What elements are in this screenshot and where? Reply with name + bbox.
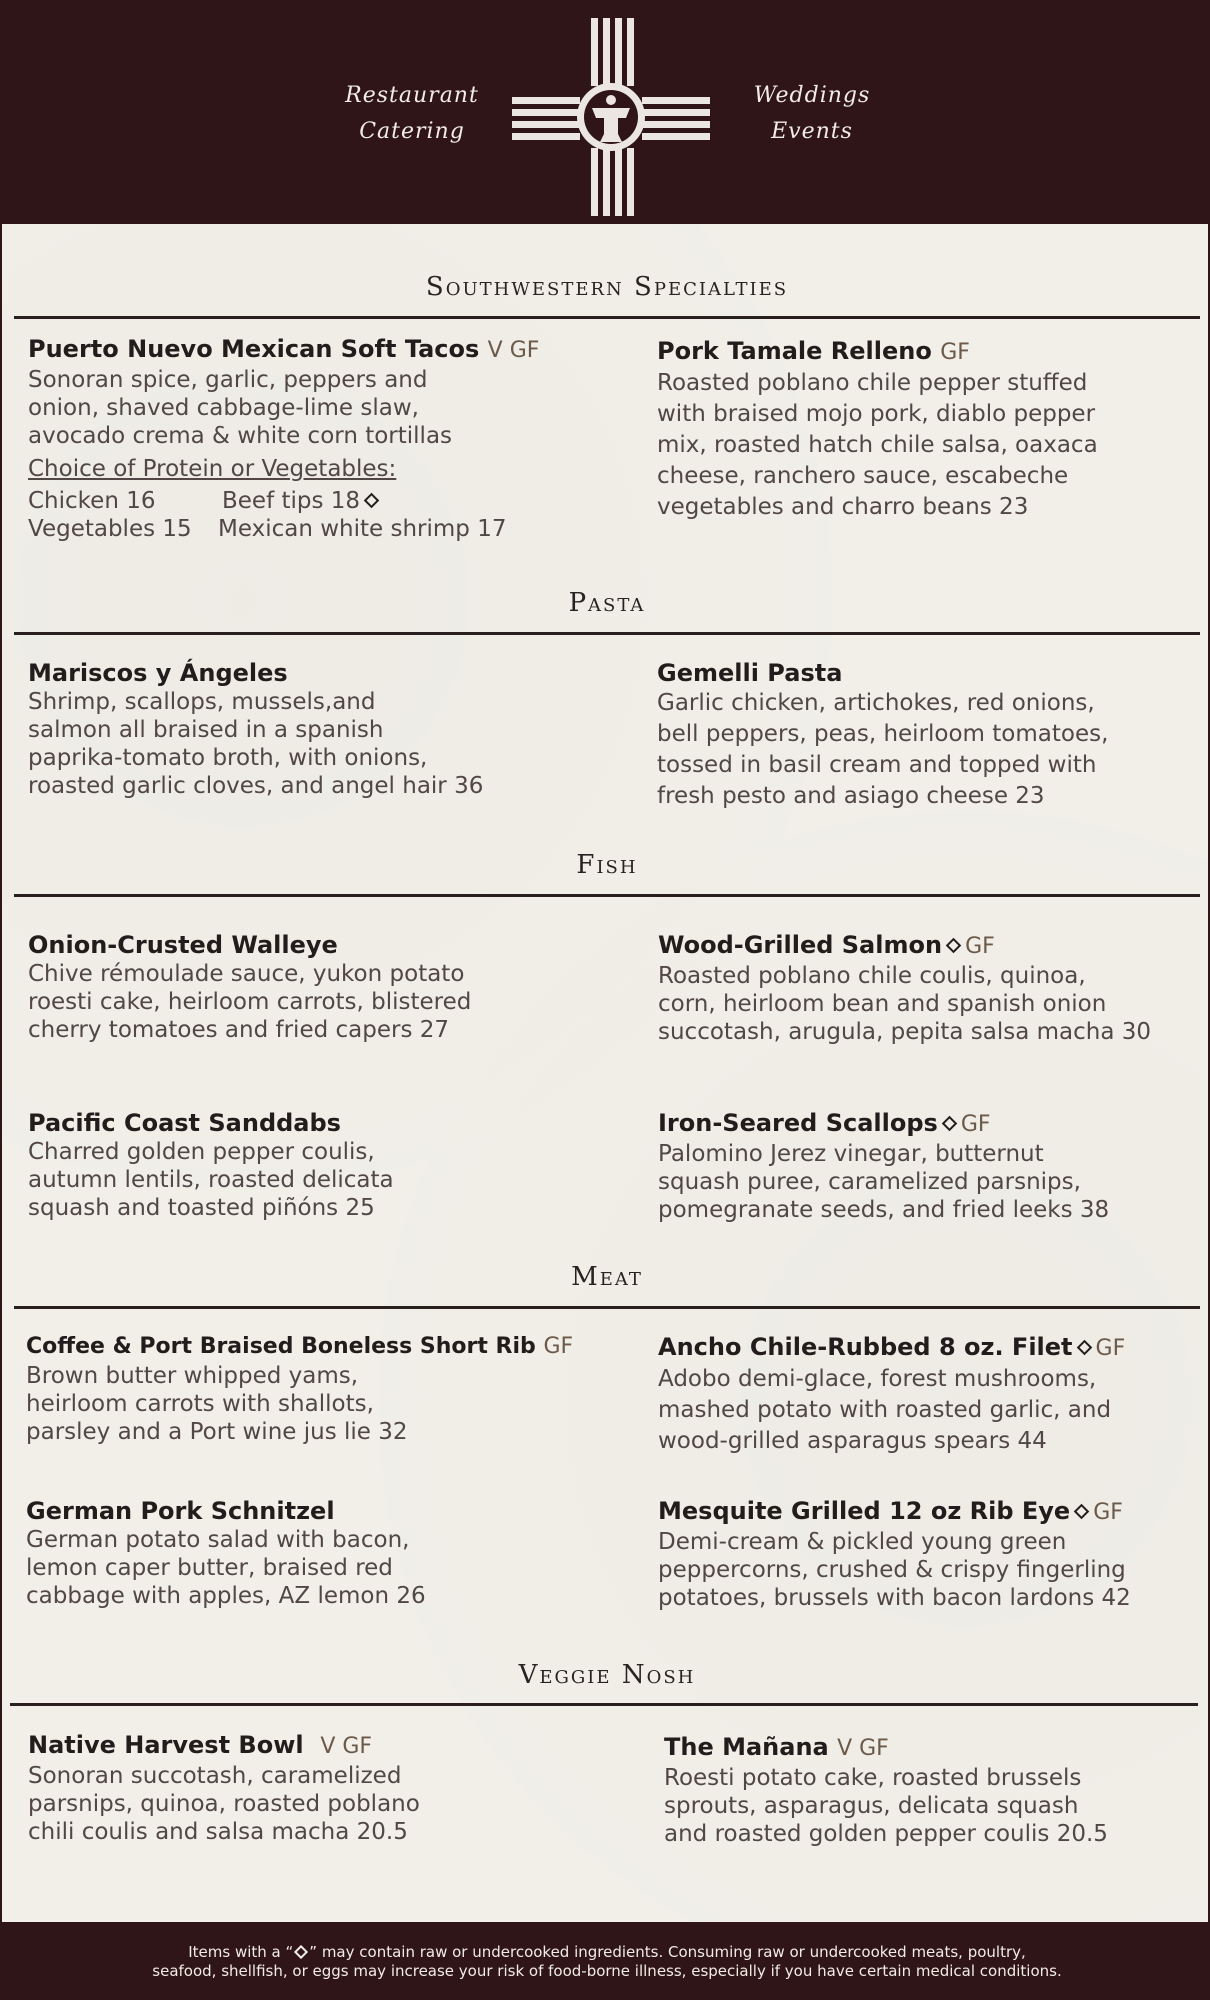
zia-sun-thunderbird-icon [512,18,710,216]
item-name: Mesquite Grilled 12 oz Rib Eye [658,1497,1071,1525]
divider [14,316,1200,319]
dietary-tag: GF [940,340,970,365]
item-name: Gemelli Pasta [657,659,843,687]
item-description: Sonoran succotash, caramelized parsnips, quinoa, roasted poblano chili coulis and salsa macha 20.5 [28,1763,420,1845]
menu-item-manana [664,1732,1184,1848]
disclaimer-line-1: Items with a “ ” may contain raw or undercooked ingredients. Consuming raw or undercooked meats, poultry, [188,1943,1026,1961]
menu-item-filet [658,1332,1178,1457]
restaurant-label: Restaurant [345,83,479,108]
item-name: Coffee & Port Braised Boneless Short Rib [26,1334,536,1359]
item-name: German Pork Schnitzel [26,1497,335,1525]
item-description: Charred golden pepper coulis, autumn lentils, roasted delicata squash and toasted piñóns 25 [28,1139,394,1221]
section-title-southwestern: Southwestern Specialties [425,272,789,302]
item-name: Pacific Coast Sanddabs [28,1109,341,1137]
item-description: Garlic chicken, artichokes, red onions, bell peppers, peas, heirloom tomatoes, tossed in basil cream and topped with fresh pesto and asiago cheese 23 [657,690,1109,809]
dietary-tag: V GF [837,1736,889,1761]
item-name: Ancho Chile-Rubbed 8 oz. Filet [658,1333,1073,1361]
dietary-tag: GF [1095,1336,1126,1361]
disclaimer-line-2: seafood, shellfish, or eggs may increase your risk of food-borne illness, especially if you have certain medical conditions. [152,1962,1062,1980]
divider [10,1703,1198,1706]
item-description: Shrimp, scallops, mussels,and salmon all braised in a spanish paprika-tomato broth, with onions, roasted garlic cloves, and angel hair 36 [28,689,484,799]
header-right-text [737,78,887,150]
raw-warning-diamond-icon [942,1115,958,1131]
item-description: Palomino Jerez vinegar, butternut squash puree, caramelized parsnips, pomegranate seeds, and fried leeks 38 [658,1141,1110,1223]
menu-item-short-rib [26,1332,626,1446]
catering-label: Catering [359,119,465,144]
menu-item-schnitzel [26,1496,546,1610]
menu-item-harvest-bowl [28,1730,548,1846]
item-description: Chive rémoulade sauce, yukon potato roesti cake, heirloom carrots, blistered cherry tomatoes and fried capers 27 [28,961,472,1043]
item-description: Adobo demi-glace, forest mushrooms, mashed potato with roasted garlic, and wood-grilled asparagus spears 44 [658,1366,1112,1454]
choice-heading: Choice of Protein or Vegetables: [28,456,397,482]
dietary-tag: GF [965,934,995,959]
events-label: Events [771,119,853,144]
menu-item-rib-eye [658,1496,1178,1612]
item-name: The Mañana [664,1733,829,1761]
raw-warning-diamond-icon [1074,1503,1090,1519]
item-name: Pork Tamale Relleno [657,337,932,365]
dietary-tag: V GF [487,338,540,363]
raw-warning-diamond-icon [294,1944,308,1958]
item-name: Puerto Nuevo Mexican Soft Tacos [28,335,480,363]
menu-item-tamale [657,336,1177,523]
item-description: Roasted poblano chile coulis, quinoa, corn, heirloom bean and spanish onion succotash, arugula, pepita salsa macha 30 [658,963,1152,1045]
item-name: Native Harvest Bowl [28,1731,304,1759]
menu-item-mariscos [28,658,548,800]
dietary-tag: GF [960,1112,991,1137]
raw-warning-diamond-icon [946,937,962,953]
section-title-veggie: Veggie Nosh [518,1660,696,1690]
menu-item-sanddabs [28,1108,548,1222]
header-banner [2,0,1210,224]
dietary-tag: GF [543,1334,574,1359]
item-description: Brown butter whipped yams, heirloom carrots with shallots, parsley and a Port wine jus lie 32 [26,1363,408,1445]
menu-item-walleye [28,930,548,1044]
divider [14,1306,1200,1309]
section-title-fish: Fish [576,850,638,880]
item-name: Wood-Grilled Salmon [658,931,943,959]
item-name: Mariscos y Ángeles [28,659,288,687]
dietary-tag: V GF [320,1734,373,1759]
item-description: Roesti potato cake, roasted brussels sprouts, asparagus, delicata squash and roasted golden pepper coulis 20.5 [664,1765,1108,1847]
item-description: German potato salad with bacon, lemon caper butter, braised red cabbage with apples, AZ lemon 26 [26,1527,426,1609]
raw-warning-diamond-icon [364,493,380,509]
divider [14,632,1200,635]
footer-disclaimer [2,1922,1210,2000]
choice-chicken: Chicken 16 [28,488,156,514]
section-title-meat: Meat [571,1262,643,1292]
menu-item-scallops [658,1108,1178,1224]
item-description: Demi-cream & pickled young green peppercorns, crushed & crispy fingerling potatoes, brussels with bacon lardons 42 [658,1529,1131,1611]
divider [14,894,1200,897]
item-description: Roasted poblano chile pepper stuffed with braised mojo pork, diablo pepper mix, roasted hatch chile salsa, oaxaca cheese, ranchero sauce, escabeche vegetables and charro beans 23 [657,370,1098,520]
choice-shrimp: Mexican white shrimp 17 [218,516,507,542]
raw-warning-diamond-icon [1076,1339,1092,1355]
menu-item-salmon [658,930,1178,1046]
choice-vegetables: Vegetables 15 [28,516,192,542]
section-title-pasta: Pasta [568,588,646,618]
item-name: Onion-Crusted Walleye [28,931,338,959]
menu-item-tacos [28,334,548,450]
dietary-tag: GF [1093,1500,1123,1525]
weddings-label: Weddings [753,83,871,108]
item-name: Iron-Seared Scallops [658,1109,938,1137]
item-description: Sonoran spice, garlic, peppers and onion, shaved cabbage-lime slaw, avocado crema & white corn tortillas [28,367,453,449]
menu-item-gemelli [657,658,1177,812]
choice-beef: Beef tips 18 [222,488,383,514]
header-left-text [332,78,492,150]
